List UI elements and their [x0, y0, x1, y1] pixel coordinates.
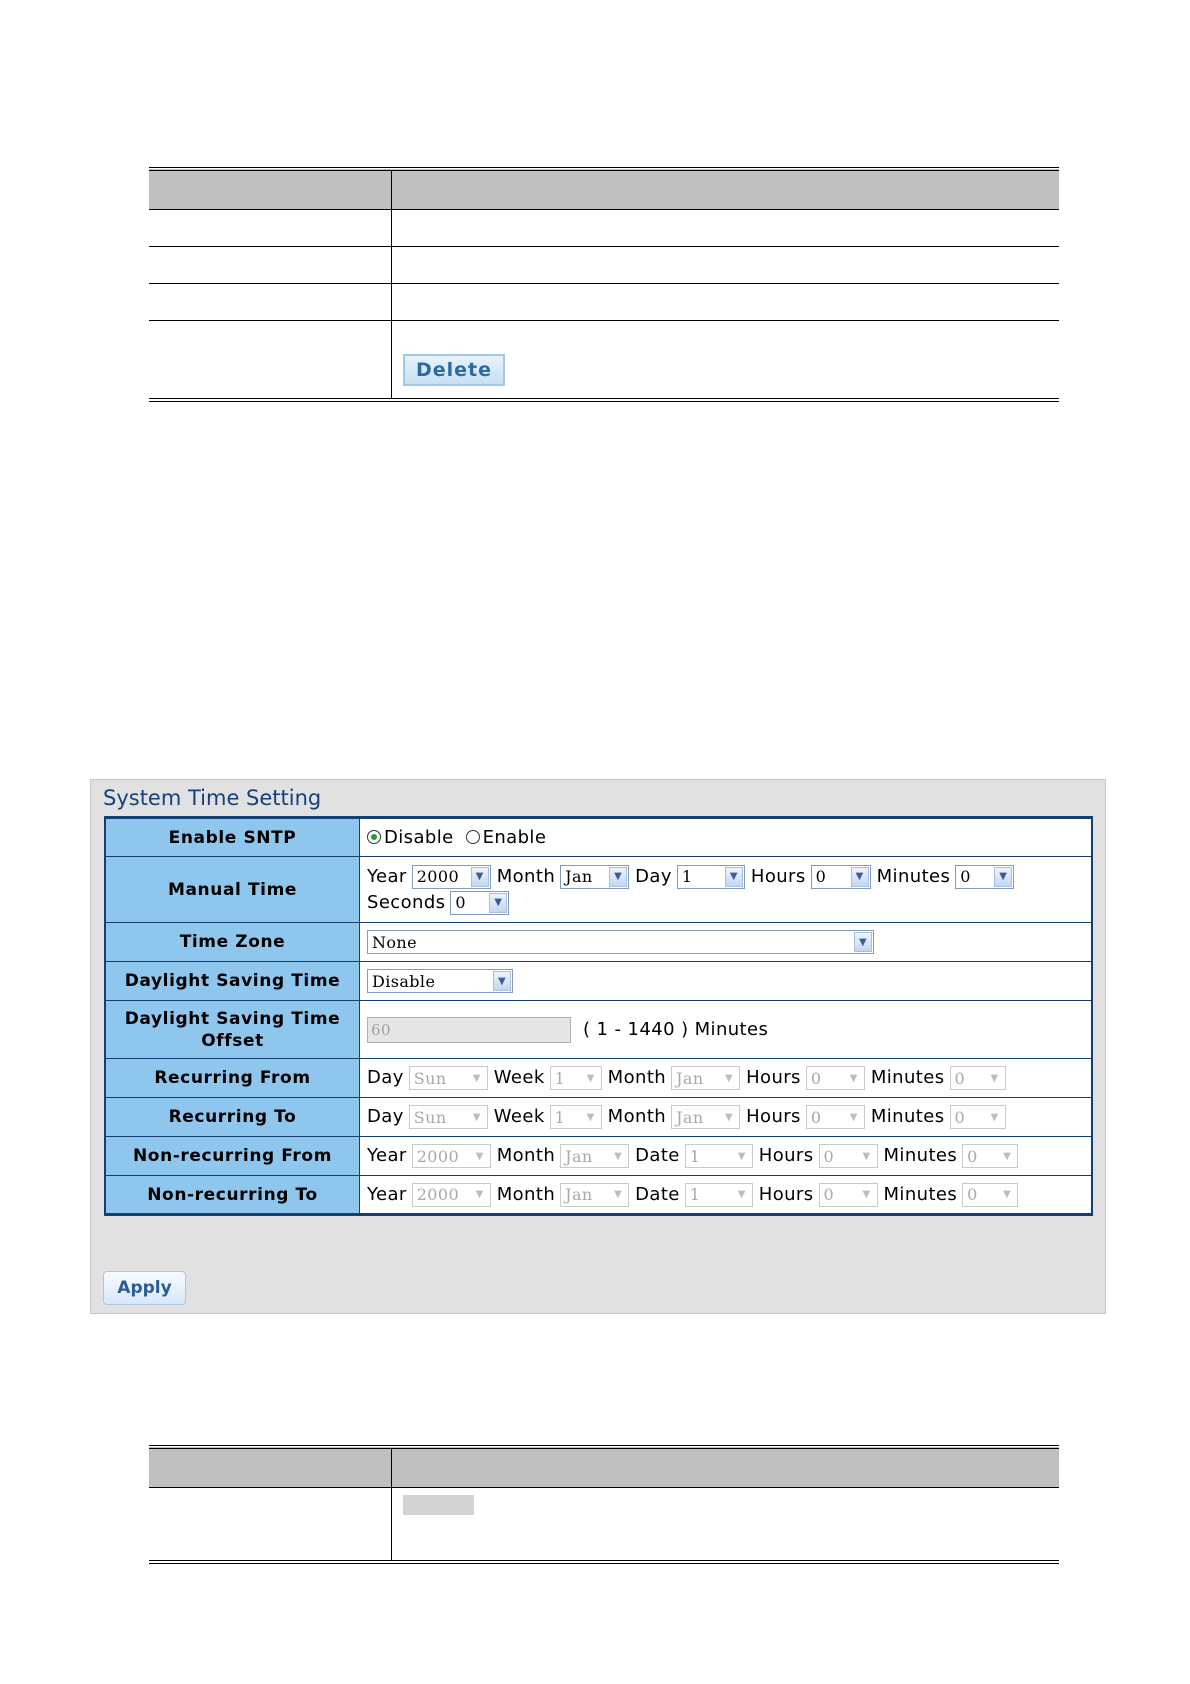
- panel-title: System Time Setting: [103, 786, 322, 810]
- row-dst-offset: [105, 1001, 1092, 1059]
- month-label: Month: [607, 1106, 667, 1127]
- month-label: Month: [496, 1145, 556, 1166]
- day-label: Day: [367, 1106, 404, 1127]
- year-label: Year: [367, 1145, 407, 1166]
- time-zone-select[interactable]: None ▼: [367, 930, 874, 954]
- row-manual-time: [105, 857, 1092, 923]
- system-time-config-table: [104, 816, 1093, 1216]
- nonrecurring-to-year-select[interactable]: 2000 ▼: [412, 1183, 491, 1207]
- minutes-label: Minutes: [883, 1145, 958, 1166]
- label-nonrecurring-from: Non-recurring From: [105, 1137, 360, 1176]
- table-header-description: [392, 169, 1060, 210]
- dst-offset-input[interactable]: 60: [367, 1017, 571, 1043]
- recurring-from-day-select[interactable]: Sun ▼: [409, 1066, 488, 1090]
- table-cell: [149, 321, 392, 401]
- chevron-down-icon: ▼: [851, 867, 869, 887]
- chevron-down-icon: ▼: [471, 867, 489, 887]
- row-daylight-saving-time: [105, 962, 1092, 1001]
- chevron-down-icon: ▼: [733, 1146, 751, 1166]
- hours-label: Hours: [758, 1145, 814, 1166]
- month-label: Month: [607, 1067, 667, 1088]
- recurring-to-week-select[interactable]: 1 ▼: [550, 1105, 602, 1129]
- system-time-setting-panel: [90, 779, 1106, 1314]
- chevron-down-icon: ▼: [609, 1185, 627, 1205]
- table-cell: [149, 1488, 392, 1562]
- nonrecurring-to-hours-select[interactable]: 0 ▼: [819, 1183, 878, 1207]
- dst-select[interactable]: Disable ▼: [367, 969, 513, 993]
- nonrecurring-to-minutes-select[interactable]: 0 ▼: [962, 1183, 1018, 1207]
- manual-year-select[interactable]: 2000 ▼: [412, 865, 491, 889]
- chevron-down-icon: ▼: [733, 1185, 751, 1205]
- recurring-from-week-select[interactable]: 1 ▼: [550, 1066, 602, 1090]
- recurring-to-month-select[interactable]: Jan ▼: [671, 1105, 740, 1129]
- radio-unchecked-icon: [466, 830, 480, 844]
- nonrecurring-to-date-select[interactable]: 1 ▼: [685, 1183, 753, 1207]
- table-cell: [392, 284, 1060, 321]
- month-label: Month: [496, 865, 556, 887]
- nonrecurring-from-minutes-select[interactable]: 0 ▼: [962, 1144, 1018, 1168]
- chevron-down-icon: ▼: [720, 1107, 738, 1127]
- row-nonrecurring-from: [105, 1137, 1092, 1176]
- row-time-zone: [105, 923, 1092, 962]
- nonrecurring-from-hours-select[interactable]: 0 ▼: [819, 1144, 878, 1168]
- nonrecurring-to-month-select[interactable]: Jan ▼: [560, 1183, 629, 1207]
- radio-checked-icon: [367, 830, 381, 844]
- row-nonrecurring-to: [105, 1176, 1092, 1215]
- table-cell: [392, 247, 1060, 284]
- manual-seconds-select[interactable]: 0 ▼: [450, 891, 509, 915]
- chevron-down-icon: ▼: [468, 1107, 486, 1127]
- year-label: Year: [367, 865, 407, 887]
- label-daylight-saving-time: Daylight Saving Time: [105, 962, 360, 1001]
- label-time-zone: Time Zone: [105, 923, 360, 962]
- chevron-down-icon: ▼: [582, 1068, 600, 1088]
- chevron-down-icon: ▼: [994, 867, 1012, 887]
- chevron-down-icon: ▼: [471, 1185, 489, 1205]
- chevron-down-icon: ▼: [998, 1146, 1016, 1166]
- label-nonrecurring-to: Non-recurring To: [105, 1176, 360, 1215]
- month-label: Month: [496, 1183, 556, 1205]
- chevron-down-icon: ▼: [858, 1146, 876, 1166]
- chevron-down-icon: ▼: [720, 1068, 738, 1088]
- nonrecurring-from-month-select[interactable]: Jan ▼: [560, 1144, 629, 1168]
- table-cell: [392, 1488, 1060, 1562]
- chevron-down-icon: ▼: [986, 1107, 1004, 1127]
- dst-offset-range: ( 1 - 1440 ) Minutes: [583, 1018, 769, 1040]
- chevron-down-icon: ▼: [493, 971, 511, 991]
- minutes-label: Minutes: [870, 1067, 945, 1088]
- chevron-down-icon: ▼: [986, 1068, 1004, 1088]
- chevron-down-icon: ▼: [489, 893, 507, 913]
- table-cell: [392, 210, 1060, 247]
- table-cell: [149, 284, 392, 321]
- manual-hours-select[interactable]: 0 ▼: [811, 865, 871, 889]
- label-enable-sntp: Enable SNTP: [105, 818, 360, 857]
- recurring-to-minutes-select[interactable]: 0 ▼: [950, 1105, 1006, 1129]
- recurring-from-minutes-select[interactable]: 0 ▼: [950, 1066, 1006, 1090]
- chevron-down-icon: ▼: [998, 1185, 1016, 1205]
- chevron-down-icon: ▼: [845, 1068, 863, 1088]
- table-cell: [149, 247, 392, 284]
- minutes-label: Minutes: [870, 1106, 945, 1127]
- row-recurring-from: [105, 1059, 1092, 1098]
- label-dst-offset: Daylight Saving Time Offset: [105, 1001, 360, 1059]
- chevron-down-icon: ▼: [854, 932, 872, 952]
- hours-label: Hours: [746, 1067, 801, 1088]
- chevron-down-icon: ▼: [582, 1107, 600, 1127]
- chevron-down-icon: ▼: [845, 1107, 863, 1127]
- recurring-to-day-select[interactable]: Sun ▼: [409, 1105, 488, 1129]
- chevron-down-icon: ▼: [725, 867, 743, 887]
- recurring-from-hours-select[interactable]: 0 ▼: [806, 1066, 865, 1090]
- nonrecurring-from-date-select[interactable]: 1 ▼: [685, 1144, 753, 1168]
- table-cell: [149, 210, 392, 247]
- hours-label: Hours: [746, 1106, 801, 1127]
- seconds-label: Seconds: [367, 891, 446, 913]
- manual-minutes-select[interactable]: 0 ▼: [955, 865, 1014, 889]
- sntp-disable-radio[interactable]: Disable: [367, 827, 466, 848]
- delete-button[interactable]: Delete: [403, 354, 505, 386]
- hours-label: Hours: [750, 865, 806, 887]
- chevron-down-icon: ▼: [609, 1146, 627, 1166]
- apply-button[interactable]: Apply: [103, 1271, 186, 1305]
- date-label: Date: [635, 1145, 680, 1166]
- minutes-label: Minutes: [883, 1183, 958, 1205]
- table-header-object: [149, 169, 392, 210]
- delete-description-table: [149, 167, 1059, 402]
- day-label: Day: [367, 1067, 404, 1088]
- chevron-down-icon: ▼: [858, 1185, 876, 1205]
- recurring-to-hours-select[interactable]: 0 ▼: [806, 1105, 865, 1129]
- nonrecurring-from-year-select[interactable]: 2000 ▼: [412, 1144, 491, 1168]
- table-header-description: [392, 1447, 1060, 1488]
- week-label: Week: [493, 1106, 545, 1127]
- day-label: Day: [635, 865, 672, 887]
- table-header-object: [149, 1447, 392, 1488]
- table-cell: [392, 321, 1060, 401]
- row-recurring-to: [105, 1098, 1092, 1137]
- week-label: Week: [493, 1067, 545, 1088]
- chevron-down-icon: ▼: [471, 1146, 489, 1166]
- recurring-from-month-select[interactable]: Jan ▼: [671, 1066, 740, 1090]
- hours-label: Hours: [758, 1183, 814, 1205]
- label-manual-time: Manual Time: [105, 857, 360, 923]
- date-label: Date: [635, 1183, 680, 1205]
- chevron-down-icon: ▼: [468, 1068, 486, 1088]
- apply-description-table: [149, 1445, 1059, 1564]
- manual-day-select[interactable]: 1 ▼: [677, 865, 745, 889]
- chevron-down-icon: ▼: [609, 867, 627, 887]
- year-label: Year: [367, 1183, 407, 1205]
- row-enable-sntp: [105, 818, 1092, 857]
- manual-month-select[interactable]: Jan ▼: [560, 865, 629, 889]
- label-recurring-to: Recurring To: [105, 1098, 360, 1137]
- label-recurring-from: Recurring From: [105, 1059, 360, 1098]
- minutes-label: Minutes: [876, 865, 951, 887]
- sntp-enable-radio[interactable]: Enable: [466, 827, 547, 848]
- button-placeholder-swatch: [403, 1495, 474, 1515]
